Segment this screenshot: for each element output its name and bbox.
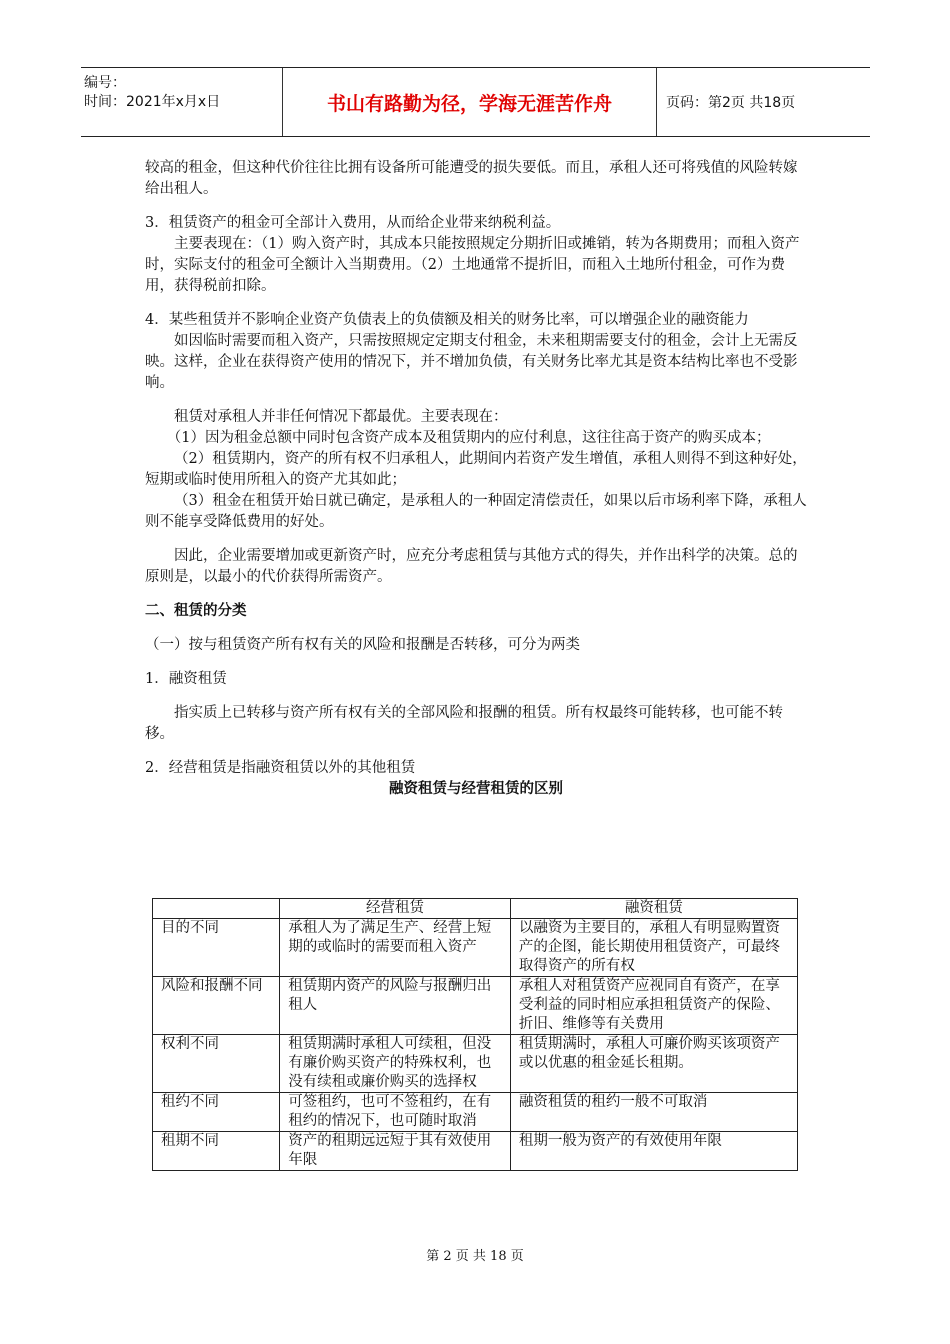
table-cell: 资产的租期远远短于其有效使用年限 bbox=[280, 1132, 511, 1171]
table-cell: 可签租约，也可不签租约，在有租约的情况下，也可随时取消 bbox=[280, 1093, 511, 1132]
table-cell: 承租人为了满足生产、经营上短期的或临时的需要而租入资产 bbox=[280, 919, 511, 977]
table-row bbox=[153, 919, 798, 977]
paragraph: （2）租赁期内，资产的所有权不归承租人，此期间内若资产发生增值，承租人则得不到这种好处，短期或临时使用所租入的资产尤其如此； bbox=[145, 451, 807, 488]
table-cell: 权利不同 bbox=[153, 1035, 280, 1093]
paragraph: 因此，企业需要增加或更新资产时，应充分考虑租赁与其他方式的得失，并作出科学的决策。总的原则是，以最小的代价获得所需资产。 bbox=[145, 548, 798, 585]
paragraph: （一）按与租赁资产所有权有关的风险和报酬是否转移，可分为两类 bbox=[145, 637, 580, 653]
paragraph: 3．租赁资产的租金可全部计入费用，从而给企业带来纳税利益。 bbox=[145, 215, 561, 231]
table-cell: 租约不同 bbox=[153, 1093, 280, 1132]
table-cell: 租赁期内资产的风险与报酬归出租人 bbox=[280, 977, 511, 1035]
page-footer: 第 2 页 共 18 页 bbox=[426, 1249, 524, 1264]
time-label: 时间：2021年x月x日 bbox=[84, 94, 221, 110]
paragraph: 指实质上已转移与资产所有权有关的全部风险和报酬的租赁。所有权最终可能转移，也可能不转移。 bbox=[145, 705, 783, 742]
table-cell: 承租人对租赁资产应视同自有资产，在享受利益的同时相应承担租赁资产的保险、折旧、维修等有关费用 bbox=[510, 977, 797, 1035]
paragraph: （1）因为租金总额中同时包含资产成本及租赁期内的应付利息，这往往高于资产的购买成本； bbox=[166, 430, 771, 446]
table-row bbox=[153, 977, 798, 1035]
paragraph: 较高的租金，但这种代价往往比拥有设备所可能遭受的损失要低。而且，承租人还可将残值的风险转嫁给出租人。 bbox=[145, 160, 798, 197]
paragraph: 如因临时需要而租入资产，只需按照规定定期支付租金，未来租期需要支付的租金，会计上无需反映。这样，企业在获得资产使用的情况下，并不增加负债，有关财务比率尤其是资本结构比率也不受影响。 bbox=[145, 333, 798, 391]
table-header-cell: 经营租赁 bbox=[280, 899, 511, 919]
table-cell: 租期不同 bbox=[153, 1132, 280, 1171]
table-cell: 租赁期满时承租人可续租，但没有廉价购买资产的特殊权利，也没有续租或廉价购买的选择权 bbox=[280, 1035, 511, 1093]
comparison-table bbox=[152, 898, 798, 1171]
table-header-cell: 融资租赁 bbox=[510, 899, 797, 919]
table-cell: 风险和报酬不同 bbox=[153, 977, 280, 1035]
document-body bbox=[145, 158, 807, 800]
paragraph: 2．经营租赁是指融资租赁以外的其他租赁 bbox=[145, 760, 416, 776]
header-motto: 书山有路勤为径，学海无涯苦作舟 bbox=[282, 68, 657, 136]
table-title: 融资租赁与经营租赁的区别 bbox=[389, 781, 563, 797]
paragraph: 1．融资租赁 bbox=[145, 671, 227, 687]
table-cell: 融资租赁的租约一般不可取消 bbox=[510, 1093, 797, 1132]
paragraph: （3）租金在租赁开始日就已确定，是承租人的一种固定清偿责任，如果以后市场利率下降，承租人则不能享受降低费用的好处。 bbox=[145, 493, 807, 530]
table-cell: 租期一般为资产的有效使用年限 bbox=[510, 1132, 797, 1171]
section-heading: 二、租赁的分类 bbox=[145, 603, 247, 619]
paragraph: 主要表现在：（1）购入资产时，其成本只能按照规定分期折旧或摊销，转为各期费用；而租入资产时，实际支付的租金可全额计入当期费用。（2）土地通常不提折旧，而租入土地所付租金，可作为费用，获得税前扣除。 bbox=[145, 236, 800, 294]
page-header bbox=[81, 67, 870, 137]
number-label: 编号： bbox=[84, 75, 126, 91]
paragraph: 租赁对承租人并非任何情况下都最优。主要表现在： bbox=[174, 409, 508, 425]
paragraph: 4．某些租赁并不影响企业资产负债表上的负债额及相关的财务比率，可以增强企业的融资能力 bbox=[145, 312, 749, 328]
table-header-cell bbox=[153, 899, 280, 919]
table-cell: 以融资为主要目的，承租人有明显购置资产的企图，能长期使用租赁资产，可最终取得资产的所有权 bbox=[510, 919, 797, 977]
header-page-label: 页码：第2页 共18页 bbox=[666, 95, 796, 111]
table-row bbox=[153, 1132, 798, 1171]
table-row bbox=[153, 1035, 798, 1093]
table-row bbox=[153, 1093, 798, 1132]
header-meta bbox=[81, 68, 282, 136]
table-header-row bbox=[153, 899, 798, 919]
table-cell: 租赁期满时，承租人可廉价购买该项资产或以优惠的租金延长租期。 bbox=[510, 1035, 797, 1093]
table-cell: 目的不同 bbox=[153, 919, 280, 977]
